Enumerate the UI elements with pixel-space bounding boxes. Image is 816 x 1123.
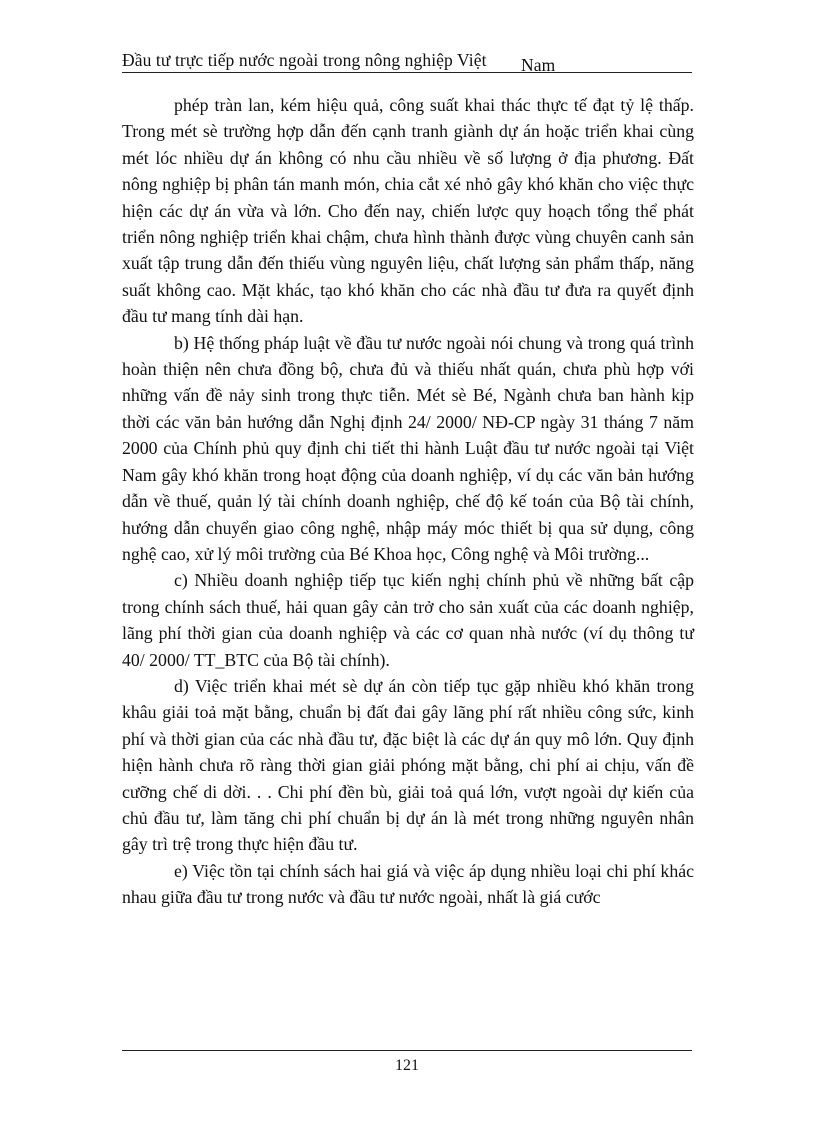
paragraph-e: e) Việc tồn tại chính sách hai giá và việc áp dụng nhiều loại chi phí khác nhau giữa đầu tư trong nước và đầu tư nước ngoài, nhất là giá cước	[122, 860, 694, 908]
paragraph-d: d) Việc triển khai mét sè dự án còn tiếp tục gặp nhiều khó khăn trong khâu giải toả mặt bằng, chuẩn bị đất đai gây lãng phí rất nhiều công sức, kinh phí và thời gian của các nhà đầu tư, đặc biệt là các dự án quy mô lớn. Quy định hiện hành chưa rõ ràng thời gian giải phóng mặt bằng, chi phí ai chịu, vấn đề cưỡng chế di dời. . . Chi phí đền bù, giải toả quá lớn, vượt ngoài dự kiến của chủ đầu tư, làm tăng chi phí chuẩn bị dự án là mét trong những nguyên nhân gây trì trệ trong thực hiện đầu tư.	[122, 675, 694, 855]
running-header-title: Đầu tư trực tiếp nước ngoài trong nông nghiệp Việt	[122, 50, 487, 70]
running-header-title-tail: Nam	[521, 55, 556, 75]
paragraph-b: b) Hệ thống pháp luật về đầu tư nước ngoài nói chung và trong quá trình hoàn thiện nên chưa đồng bộ, chưa đủ và thiếu nhất quán, chưa phù hợp với những vấn đề nảy sinh trong thực tiễn. Mét sè Bé, Ngành chưa ban hành kịp thời các văn bản hướng dẫn Nghị định 24/ 2000/ NĐ-CP ngày 31 tháng 7 năm 2000 của Chính phủ quy định chi tiết thi hành Luật đầu tư nước ngoài tại Việt Nam gây khó khăn trong hoạt động của doanh nghiệp, ví dụ các văn bản hướng dẫn về thuế, quản lý tài chính doanh nghiệp, chế độ kế toán của Bộ tài chính, hướng dẫn chuyển giao công nghệ, nhập máy móc thiết bị qua sử dụng, công nghệ cao, xử lý môi trường của Bé Khoa học, Công nghệ và Môi trường...	[122, 332, 694, 564]
running-header	[122, 46, 692, 73]
paragraph-c: c) Nhiều doanh nghiệp tiếp tục kiến nghị chính phủ về những bất cập trong chính sách thuế, hải quan gây cản trở cho sản xuất của các doanh nghiệp, lãng phí thời gian của doanh nghiệp và các cơ quan nhà nước (ví dụ thông tư 40/ 2000/ TT_BTC của Bộ tài chính).	[122, 570, 694, 670]
page-number: 121	[395, 1057, 419, 1074]
paragraph-continuation: phép tràn lan, kém hiệu quả, công suất khai thác thực tế đạt tỷ lệ thấp. Trong mét sè trường hợp dẫn đến cạnh tranh giành dự án hoặc triển khai cùng mét lóc nhiều dự án không có nhu cầu nhiều về số lượng ở địa phương. Đất nông nghiệp bị phân tán manh món, chia cắt xé nhỏ gây khó khăn cho việc thực hiện các dự án vừa và lớn. Cho đến nay, chiến lược quy hoạch tổng thể phát triển nông nghiệp triển khai chậm, chưa hình thành được vùng chuyên canh sản xuất tập trung dẫn đến thiếu vùng nguyên liệu, chất lượng sản phẩm thấp, năng suất không cao. Mặt khác, tạo khó khăn cho các nhà đầu tư đưa ra quyết định đầu tư mang tính dài hạn.	[122, 95, 694, 327]
footer-divider	[122, 1050, 692, 1051]
body-text	[122, 92, 694, 911]
